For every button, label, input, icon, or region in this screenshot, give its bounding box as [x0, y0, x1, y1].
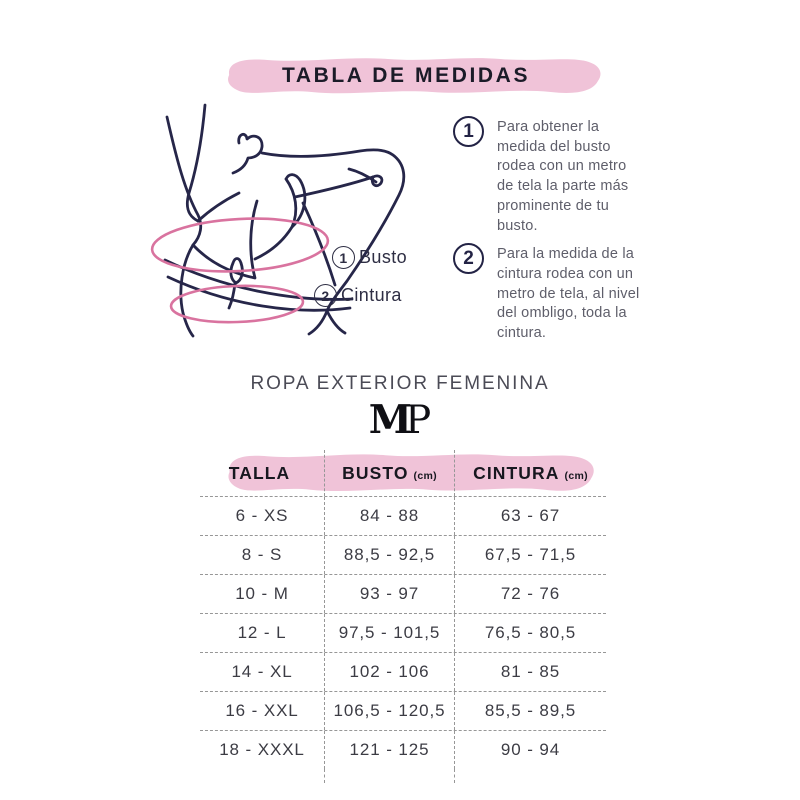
bust-label [332, 246, 407, 269]
waist-label [314, 284, 402, 307]
brand-logo-p: P [404, 398, 432, 443]
column-header-busto-unit: (cm) [413, 469, 437, 482]
measurement-figure-illustration [145, 103, 445, 343]
cell-talla: 16 - XXL [200, 692, 325, 730]
column-header-busto-label: BUSTO [342, 462, 409, 483]
column-header-busto [325, 450, 455, 496]
table-rule-tail [200, 769, 606, 783]
instruction-2-text: Para la medida de la cintura rodea con un metro de tela, al nivel del ombligo, toda la cintura. [497, 246, 640, 342]
cell-busto: 102 - 106 [325, 653, 455, 691]
table-row [200, 652, 606, 691]
column-header-talla-label: TALLA [228, 462, 291, 483]
title-banner [199, 54, 613, 98]
cell-talla: 10 - M [200, 575, 325, 613]
instruction-1-number: 1 [453, 116, 484, 147]
column-header-cintura-label: CINTURA [473, 462, 560, 483]
instruction-item-2 [453, 243, 641, 344]
column-header-talla [200, 450, 325, 496]
cell-talla: 6 - XS [200, 497, 325, 535]
cell-cintura: 81 - 85 [500, 662, 561, 681]
size-table [200, 450, 606, 783]
table-row [200, 691, 606, 730]
waist-label-number: 2 [314, 284, 337, 307]
instruction-1-text: Para obtener la medida del busto rodea con un metro de tela la parte más prominente de tu busto. [497, 119, 629, 234]
cell-cintura: 67,5 - 71,5 [484, 545, 577, 564]
cell-cintura: 63 - 67 [500, 506, 561, 525]
cell-busto: 93 - 97 [325, 575, 455, 613]
section-subtitle: ROPA EXTERIOR FEMENINA [250, 373, 550, 394]
cell-talla: 8 - S [200, 536, 325, 574]
cell-cintura: 76,5 - 80,5 [484, 623, 577, 642]
table-row [200, 496, 606, 535]
cell-busto: 84 - 88 [325, 497, 455, 535]
cell-talla: 12 - L [200, 614, 325, 652]
cell-busto: 88,5 - 92,5 [325, 536, 455, 574]
cell-busto: 121 - 125 [325, 731, 455, 769]
size-table-header [200, 450, 606, 496]
bust-label-number: 1 [332, 246, 355, 269]
cell-cintura: 72 - 76 [500, 584, 561, 603]
cell-busto: 106,5 - 120,5 [325, 692, 455, 730]
table-row [200, 613, 606, 652]
cell-talla: 18 - XXXL [200, 731, 325, 769]
brand-logo-m: M [368, 397, 412, 443]
cell-cintura: 90 - 94 [500, 740, 561, 759]
cell-talla: 14 - XL [200, 653, 325, 691]
column-header-cintura-unit: (cm) [564, 469, 588, 482]
cell-busto: 97,5 - 101,5 [325, 614, 455, 652]
table-row [200, 574, 606, 613]
measurement-instructions [453, 116, 641, 344]
table-row [200, 535, 606, 574]
table-row [200, 730, 606, 769]
page-title: TABLA DE MEDIDAS [281, 64, 531, 87]
bust-label-text: Busto [359, 247, 408, 267]
column-header-cintura [455, 450, 606, 496]
instruction-2-number: 2 [453, 243, 484, 274]
cell-cintura: 85,5 - 89,5 [484, 701, 577, 720]
waist-label-text: Cintura [341, 285, 402, 305]
instruction-item-1 [453, 116, 641, 236]
brand-logo [0, 398, 800, 450]
